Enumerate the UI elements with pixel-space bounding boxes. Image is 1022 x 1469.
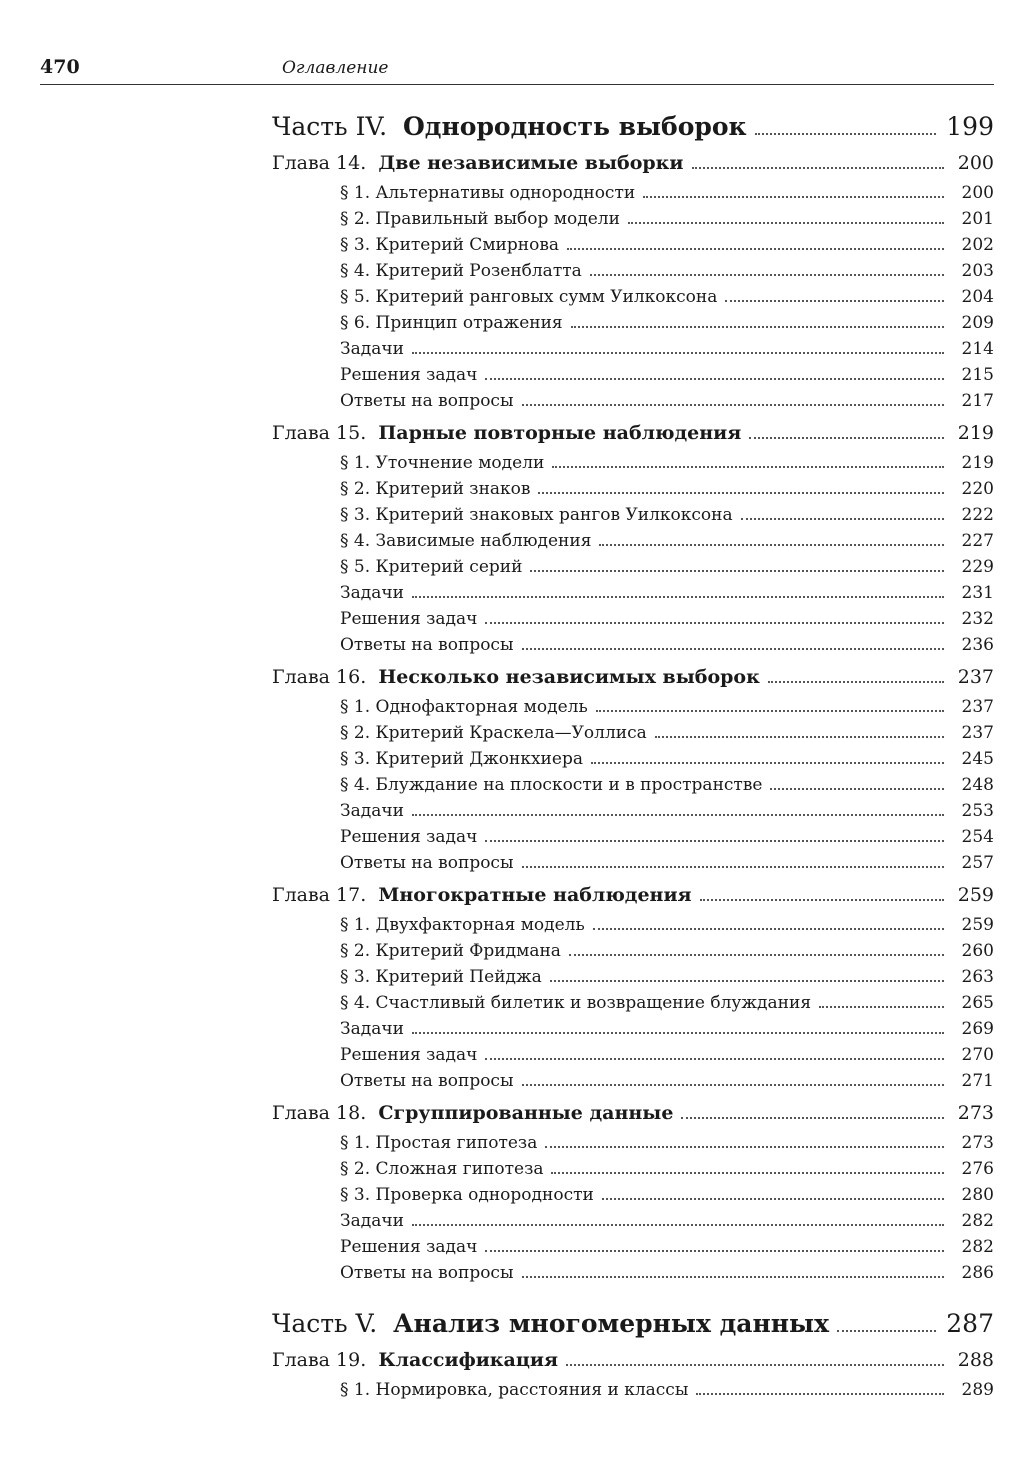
toc-section-entry[interactable] (272, 775, 994, 801)
toc-entry-label (272, 152, 684, 174)
toc-entry-label: § 1. Однофакторная модель (340, 697, 588, 717)
dot-leader (485, 1250, 944, 1252)
toc-entry-label: Задачи (340, 1019, 404, 1039)
toc-section-entry[interactable] (272, 1237, 994, 1263)
dot-leader (522, 1276, 945, 1278)
toc-entry-label: § 3. Критерий знаковых рангов Уилкоксона (340, 505, 733, 525)
dot-leader (819, 1006, 944, 1008)
toc-chapter-title: Многократные наблюдения (378, 884, 692, 906)
toc-entry-label (272, 1309, 829, 1338)
toc-section-entry[interactable] (272, 557, 994, 583)
toc-section-entry[interactable] (272, 1019, 994, 1045)
toc-section-entry[interactable] (272, 479, 994, 505)
toc-page-number: 201 (961, 209, 994, 229)
toc-page-number: 259 (957, 884, 994, 906)
toc-page-number: 276 (961, 1159, 994, 1179)
toc-entry-label: § 2. Критерий Краскела—Уоллиса (340, 723, 647, 743)
toc-entry-label: Ответы на вопросы (340, 391, 514, 411)
toc-page-number: 248 (961, 775, 994, 795)
dot-leader (696, 1393, 944, 1395)
toc-entry-label: Ответы на вопросы (340, 853, 514, 873)
toc-page-number: 236 (961, 635, 994, 655)
toc-page-number: 220 (961, 479, 994, 499)
toc-page-number: 257 (961, 853, 994, 873)
toc-page-number: 280 (961, 1185, 994, 1205)
toc-chapter-entry[interactable] (272, 884, 994, 915)
dot-leader (569, 954, 944, 956)
toc-page-number: 227 (961, 531, 994, 551)
toc-entry-label: Задачи (340, 801, 404, 821)
toc-page-number: 214 (961, 339, 994, 359)
toc-chapter-entry[interactable] (272, 1349, 994, 1380)
dot-leader (530, 570, 944, 572)
toc-page-number: 263 (961, 967, 994, 987)
toc-entry-label (272, 884, 692, 906)
dot-leader (593, 928, 944, 930)
toc-page-number: 253 (961, 801, 994, 821)
toc-entry-label: § 4. Зависимые наблюдения (340, 531, 592, 551)
toc-entry-label: Решения задач (340, 365, 478, 385)
dot-leader (552, 466, 944, 468)
toc-entry-label: § 4. Блуждание на плоскости и в пространстве (340, 775, 763, 795)
toc-section-entry[interactable] (272, 339, 994, 365)
dot-leader (566, 1364, 944, 1366)
toc-section-entry[interactable] (272, 915, 994, 941)
toc-section-entry[interactable] (272, 1133, 994, 1159)
toc-page-number: 271 (961, 1071, 994, 1091)
toc-section-entry[interactable] (272, 209, 994, 235)
running-header (40, 56, 994, 85)
toc-chapter-entry[interactable] (272, 422, 994, 453)
toc-entry-label: § 1. Альтернативы однородности (340, 183, 636, 203)
toc-chapter-number: Глава 14. (272, 152, 367, 174)
dot-leader (655, 736, 944, 738)
toc-page-number: 199 (946, 112, 994, 141)
toc-page-number: 237 (961, 723, 994, 743)
toc-section-entry[interactable] (272, 583, 994, 609)
toc-entry-label: Ответы на вопросы (340, 1263, 514, 1283)
toc-section-entry[interactable] (272, 967, 994, 993)
toc-chapter-entry[interactable] (272, 152, 994, 183)
toc-entry-label: § 1. Простая гипотеза (340, 1133, 538, 1153)
toc-entry-label (272, 1349, 558, 1371)
toc-section-entry[interactable] (272, 827, 994, 853)
toc-page-number: 270 (961, 1045, 994, 1065)
toc-entry-label: Задачи (340, 339, 404, 359)
toc-section-entry[interactable] (272, 365, 994, 391)
toc-section-entry[interactable] (272, 1071, 994, 1097)
toc-entry-label: § 2. Правильный выбор модели (340, 209, 620, 229)
dot-leader (755, 133, 937, 135)
toc-entry-label (272, 422, 741, 444)
toc-part-number: Часть V. (272, 1309, 378, 1338)
toc-page-number: 219 (961, 453, 994, 473)
toc-section-entry[interactable] (272, 261, 994, 287)
toc-entry-label: § 3. Проверка однородности (340, 1185, 594, 1205)
toc-page-number: 237 (957, 666, 994, 688)
toc-section-entry[interactable] (272, 801, 994, 827)
toc-entry-label: Решения задач (340, 1237, 478, 1257)
dot-leader (692, 167, 945, 169)
dot-leader (700, 899, 944, 901)
dot-leader (412, 596, 944, 598)
dot-leader (522, 648, 945, 650)
toc-page-number: 229 (961, 557, 994, 577)
toc-section-entry[interactable] (272, 1211, 994, 1237)
dot-leader (522, 1084, 945, 1086)
toc-section-entry[interactable] (272, 391, 994, 417)
toc-section-entry[interactable] (272, 235, 994, 261)
toc-entry-label: § 3. Критерий Джонкхиера (340, 749, 583, 769)
toc-section-entry[interactable] (272, 453, 994, 479)
toc-section-entry[interactable] (272, 287, 994, 313)
toc-page-number: 200 (961, 183, 994, 203)
toc-section-entry[interactable] (272, 853, 994, 879)
dot-leader (412, 1224, 944, 1226)
toc-page-number: 286 (961, 1263, 994, 1283)
toc-part-number: Часть IV. (272, 112, 388, 141)
toc-entry-label: § 6. Принцип отражения (340, 313, 563, 333)
toc-section-entry[interactable] (272, 749, 994, 775)
toc-entry-label: Решения задач (340, 827, 478, 847)
toc-entry-label: Решения задач (340, 1045, 478, 1065)
toc-entry-label: § 3. Критерий Пейджа (340, 967, 542, 987)
toc-entry-label: § 5. Критерий ранговых сумм Уилкоксона (340, 287, 718, 307)
toc-entry-label: § 1. Двухфакторная модель (340, 915, 585, 935)
toc-section-entry[interactable] (272, 313, 994, 339)
toc-section-entry[interactable] (272, 609, 994, 635)
toc-section-entry[interactable] (272, 697, 994, 723)
toc-entry-label: Решения задач (340, 609, 478, 629)
toc-page-number: 209 (961, 313, 994, 333)
dot-leader (749, 437, 944, 439)
dot-leader (725, 300, 944, 302)
toc-entry-label: Ответы на вопросы (340, 635, 514, 655)
toc-page-number: 259 (961, 915, 994, 935)
toc-chapter-title: Две независимые выборки (378, 152, 684, 174)
toc-part-title: Анализ многомерных данных (393, 1309, 830, 1338)
dot-leader (522, 404, 945, 406)
dot-leader (768, 681, 944, 683)
toc-page-number: 232 (961, 609, 994, 629)
dot-leader (590, 274, 944, 276)
toc-section-entry[interactable] (272, 505, 994, 531)
toc-entry-label: § 2. Критерий знаков (340, 479, 531, 499)
toc-section-entry[interactable] (272, 1380, 994, 1406)
dot-leader (412, 352, 944, 354)
dot-leader (571, 326, 944, 328)
dot-leader (591, 762, 944, 764)
toc-page-number: 282 (961, 1211, 994, 1231)
toc-entry-label (272, 112, 747, 141)
dot-leader (599, 544, 944, 546)
dot-leader (596, 710, 944, 712)
toc-page-number: 219 (957, 422, 994, 444)
toc-page-number: 287 (946, 1309, 994, 1338)
toc-chapter-entry[interactable] (272, 1102, 994, 1133)
dot-leader (681, 1117, 944, 1119)
toc-section-entry[interactable] (272, 183, 994, 209)
toc-page-number: 265 (961, 993, 994, 1013)
toc-part-entry[interactable] (272, 1309, 994, 1349)
toc-entry-label: § 4. Критерий Розенблатта (340, 261, 582, 281)
toc-chapter-entry[interactable] (272, 666, 994, 697)
toc-entry-label (272, 1102, 673, 1124)
toc-chapter-number: Глава 19. (272, 1349, 367, 1371)
dot-leader (485, 378, 944, 380)
dot-leader (643, 196, 944, 198)
toc-entry-label: Задачи (340, 1211, 404, 1231)
toc-page-number: 200 (957, 152, 994, 174)
dot-leader (770, 788, 944, 790)
toc-page-number: 282 (961, 1237, 994, 1257)
dot-leader (602, 1198, 944, 1200)
toc-entry-label: § 5. Критерий серий (340, 557, 523, 577)
toc-section-entry[interactable] (272, 993, 994, 1019)
dot-leader (412, 1032, 944, 1034)
toc-page-number: 231 (961, 583, 994, 603)
toc-entry-label: § 4. Счастливый билетик и возвращение блуждания (340, 993, 812, 1013)
dot-leader (485, 840, 944, 842)
toc-entry-label: § 3. Критерий Смирнова (340, 235, 560, 255)
toc-entry-label: Задачи (340, 583, 404, 603)
toc-page-number: 215 (961, 365, 994, 385)
table-of-contents (272, 112, 994, 1406)
dot-leader (522, 866, 945, 868)
toc-chapter-number: Глава 16. (272, 666, 367, 688)
toc-section-entry[interactable] (272, 531, 994, 557)
toc-page-number: 203 (961, 261, 994, 281)
toc-entry-label: Ответы на вопросы (340, 1071, 514, 1091)
toc-part-title: Однородность выборок (403, 112, 747, 141)
toc-page-number: 217 (961, 391, 994, 411)
toc-section-entry[interactable] (272, 941, 994, 967)
toc-entry-label: § 2. Критерий Фридмана (340, 941, 561, 961)
page-number: 470 (40, 56, 80, 78)
toc-page-number: 202 (961, 235, 994, 255)
toc-chapter-title: Несколько независимых выборок (378, 666, 760, 688)
dot-leader (741, 518, 944, 520)
dot-leader (551, 1172, 944, 1174)
toc-page-number: 273 (957, 1102, 994, 1124)
toc-section-entry[interactable] (272, 635, 994, 661)
toc-page-number: 288 (957, 1349, 994, 1371)
dot-leader (538, 492, 944, 494)
toc-page-number: 260 (961, 941, 994, 961)
toc-section-entry[interactable] (272, 1159, 994, 1185)
running-title: Оглавление (282, 58, 389, 78)
toc-page-number: 289 (961, 1380, 994, 1400)
toc-chapter-number: Глава 15. (272, 422, 367, 444)
toc-entry-label: § 1. Нормировка, расстояния и классы (340, 1380, 689, 1400)
toc-chapter-number: Глава 18. (272, 1102, 367, 1124)
dot-leader (412, 814, 944, 816)
toc-chapter-title: Классификация (378, 1349, 559, 1371)
dot-leader (485, 1058, 944, 1060)
toc-entry-label: § 2. Сложная гипотеза (340, 1159, 544, 1179)
toc-section-entry[interactable] (272, 1263, 994, 1289)
toc-page-number: 222 (961, 505, 994, 525)
toc-chapter-title: Парные повторные наблюдения (378, 422, 742, 444)
dot-leader (837, 1330, 936, 1332)
toc-chapter-number: Глава 17. (272, 884, 367, 906)
toc-entry-label (272, 666, 760, 688)
toc-section-entry[interactable] (272, 723, 994, 749)
dot-leader (567, 248, 944, 250)
dot-leader (628, 222, 944, 224)
toc-page-number: 204 (961, 287, 994, 307)
toc-page-number: 245 (961, 749, 994, 769)
toc-page-number: 273 (961, 1133, 994, 1153)
toc-page-number: 237 (961, 697, 994, 717)
toc-section-entry[interactable] (272, 1185, 994, 1211)
toc-part-entry[interactable] (272, 112, 994, 152)
toc-page-number: 269 (961, 1019, 994, 1039)
toc-section-entry[interactable] (272, 1045, 994, 1071)
toc-entry-label: § 1. Уточнение модели (340, 453, 545, 473)
dot-leader (545, 1146, 944, 1148)
toc-chapter-title: Сгруппированные данные (378, 1102, 674, 1124)
dot-leader (550, 980, 944, 982)
toc-page-number: 254 (961, 827, 994, 847)
dot-leader (485, 622, 944, 624)
